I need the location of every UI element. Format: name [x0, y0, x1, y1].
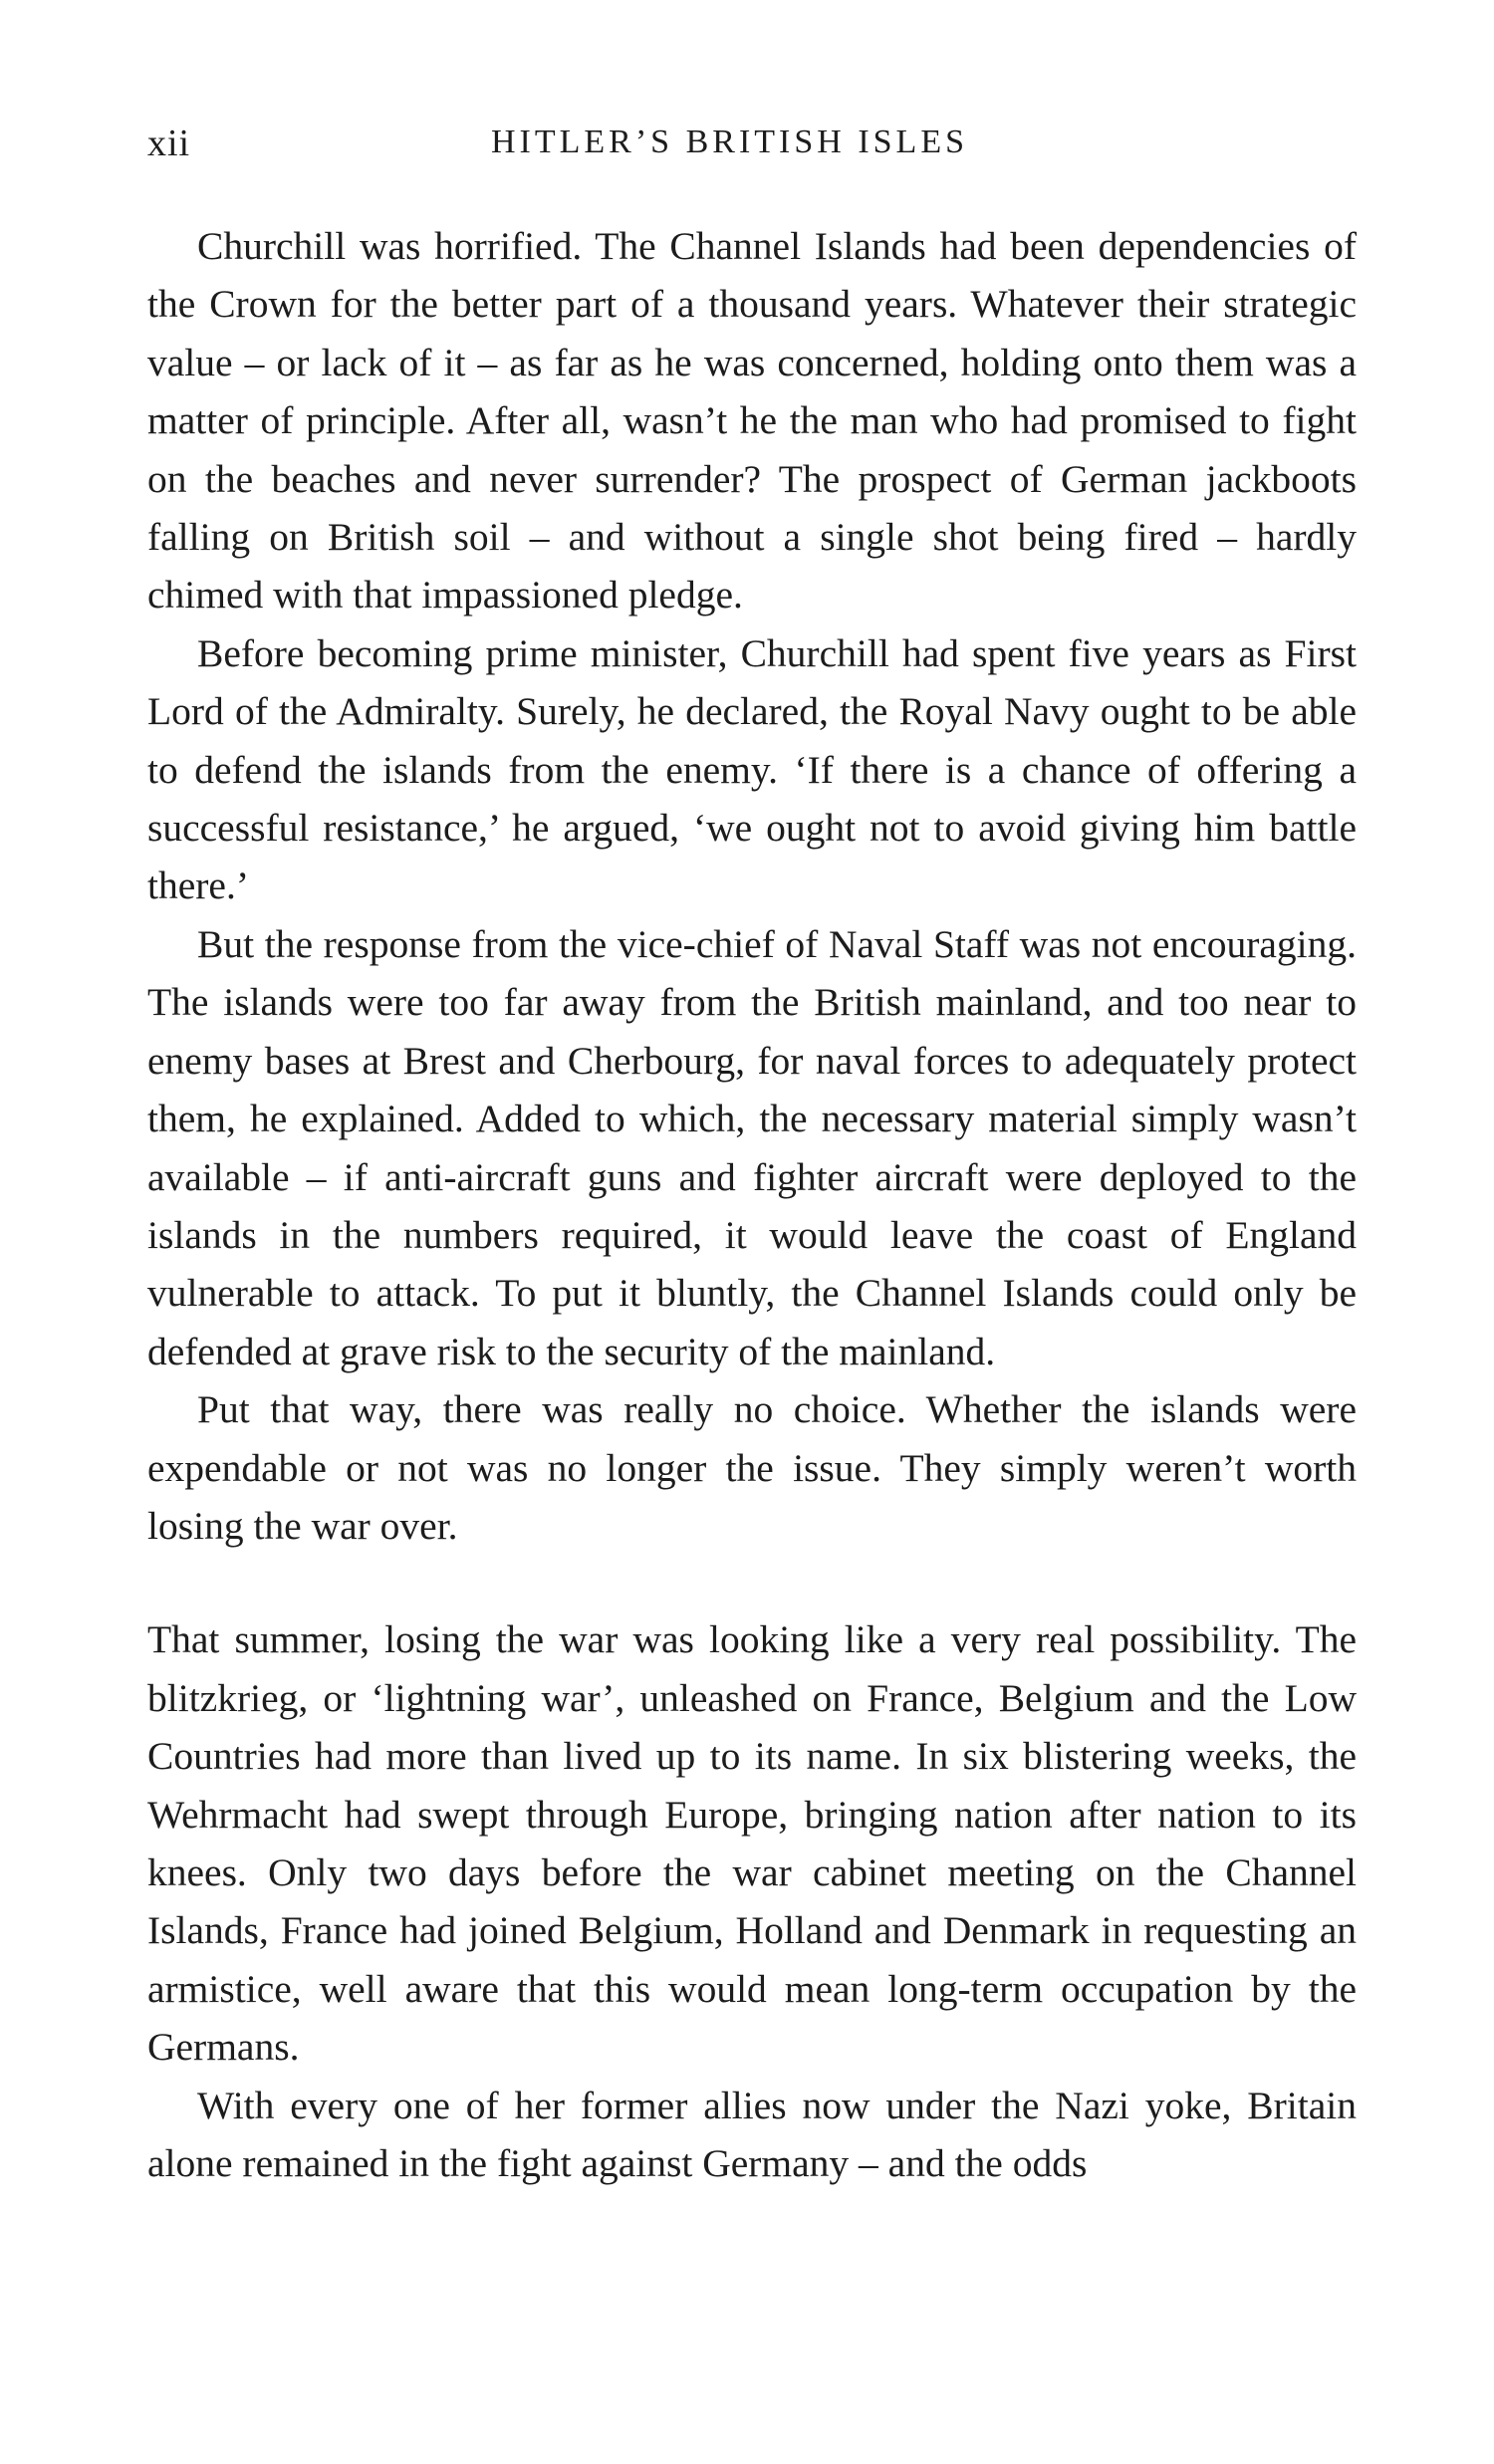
- paragraph-no-choice: Put that way, there was really no choice. Whether the islands were expendable or not was no longer the issue. They simply weren’t worth losing the war over.: [147, 1387, 1357, 1548]
- book-title: HITLER’S BRITISH ISLES: [491, 123, 968, 160]
- running-head: [147, 122, 1353, 171]
- paragraph-britain-alone: With every one of her former allies now under the Nazi yoke, Britain alone remained in the fight against Germany – and the odds: [147, 2083, 1357, 2185]
- section-break: [147, 1555, 1357, 1610]
- paragraph-first-lord-admiralty: Before becoming prime minister, Churchill had spent five years as First Lord of the Admiralty. Surely, he declared, the Royal Navy ought to be able to defend the islands from the enemy. ‘If there is a chance of offering a successful resistance,’ he argued, ‘we ought not to avoid giving him battle there.’: [147, 630, 1357, 908]
- paragraph-churchill-horrified: Churchill was horrified. The Channel Islands had been dependencies of the Crown for the better part of a thousand years. Whatever their strategic value – or lack of it – as far as he was concerned, holding onto them was a matter of principle. After all, wasn’t he the man who had promised to fight on the beaches and never surrender? The prospect of German jackboots falling on British soil – and without a single shot being fired – hardly chimed with that impassioned pledge.: [147, 224, 1357, 617]
- page-number: xii: [147, 123, 191, 164]
- paragraph-naval-staff-response: But the response from the vice-chief of Naval Staff was not encouraging. The islands were too far away from the British mainland, and too near to enemy bases at Brest and Cherbourg, for naval forces to adequately protect them, he explained. Added to which, the necessary material simply wasn’t available – if anti-aircraft guns and fighter aircraft were deployed to the islands in the numbers required, it would leave the coast of England vulnerable to attack. To put it bluntly, the Channel Islands could only be defended at grave risk to the security of the mainland.: [147, 921, 1357, 1373]
- body-text: [147, 217, 1357, 2192]
- paragraph-losing-the-war: That summer, losing the war was looking like a very real possibility. The blitzkrieg, or ‘lightning war’, unleashed on France, Belgium and the Low Countries had more than lived up to its name. In six blistering weeks, the Wehrmacht had swept through Europe, bringing nation after nation to its knees. Only two days before the war cabinet meeting on the Channel Islands, France had joined Belgium, Holland and Denmark in requesting an armistice, well aware that this would mean long-term occupation by the Germans.: [147, 1617, 1357, 2070]
